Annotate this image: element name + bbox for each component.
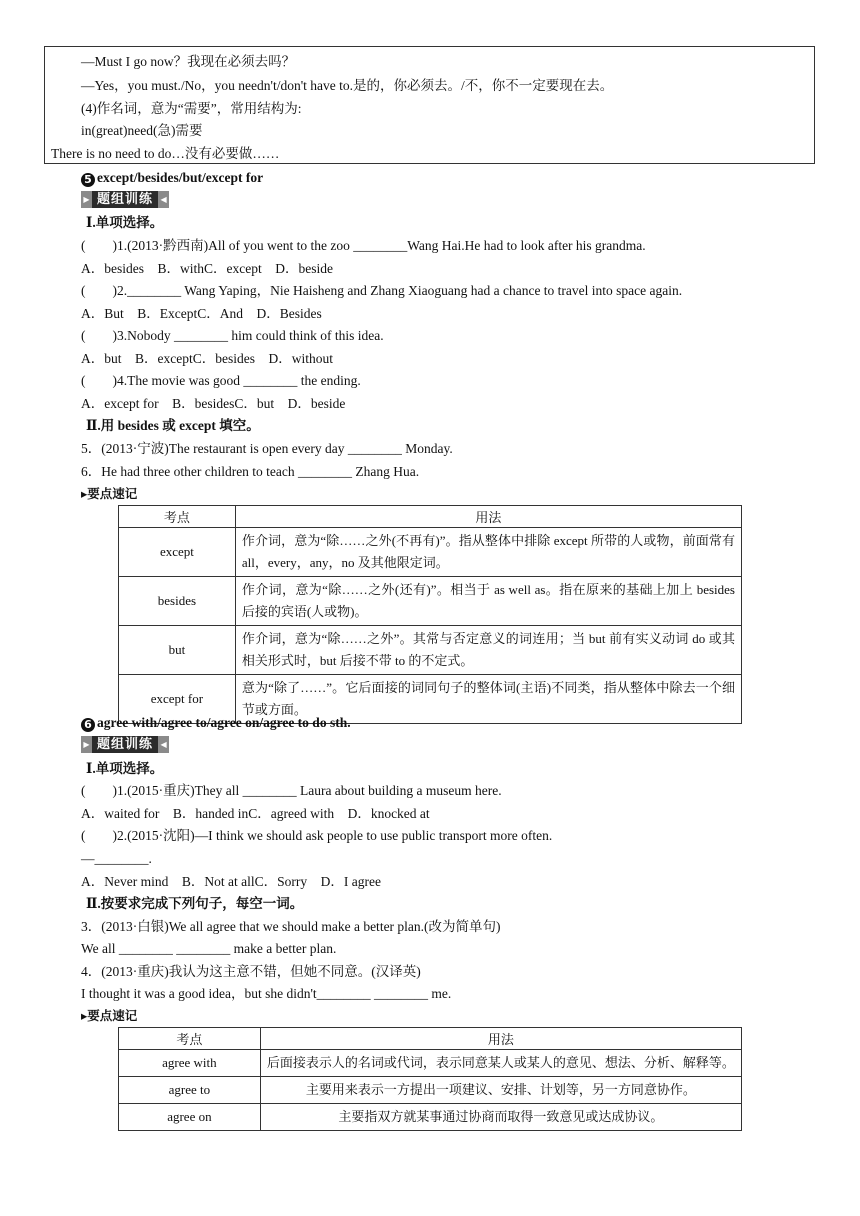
s5-q1-stem: ( )1.(2013·黔西南)All of you went to the zoo ________Wang Hai.He had to look after his grandma. [81,238,646,253]
section-6-number: 6 [81,718,95,732]
usage-cell: 意为“除了……”。它后面接的词同句子的整体词(主语)不同类，指从整体中除去一个细节或方面。 [235,675,741,724]
s6-q2-stem: ( )2.(2015·沈阳)—I think we should ask people to use public transport more often. [81,828,553,843]
play-left-icon: ◀ [158,736,169,753]
note-line-2: —Yes，you must./No，you needn't/don't have to.是的，你必须去。/不，你不一定要现在去。 [81,78,614,93]
s5-q1-options: A．besides B．withC．except D．beside [81,261,333,276]
s5-q5: 5．(2013·宁波)The restaurant is open every day ________ Monday. [81,441,453,456]
table-row [119,577,742,626]
point-cell: agree with [119,1050,261,1077]
section-6-usage-table [118,1027,742,1131]
header-usage: 用法 [235,506,741,528]
point-cell: besides [119,577,236,626]
section-5-title: except/besides/but/except for [97,170,264,185]
usage-cell: 作介词，意为“除……之外(不再有)”。指从整体中排除 except 所带的人或物，前面常有 all，every，any，no 及其他限定词。 [235,528,741,577]
header-usage: 用法 [260,1028,741,1050]
point-cell: but [119,626,236,675]
s5-q4-stem: ( )4.The movie was good ________ the ending. [81,373,361,388]
usage-cell: 作介词，意为“除……之外”。其常与否定意义的词连用；当 but 前有实义动词 do 或其相关形式时，but 后接不带 to 的不定式。 [235,626,741,675]
header-point: 考点 [119,506,236,528]
note-line-4: in(great)need(急)需要 [81,123,203,138]
table-row [119,1104,742,1131]
usage-cell: 后面接表示人的名词或代词，表示同意某人或某人的意见、想法、分析、解释等。 [260,1050,741,1077]
s6-q4-answer: I thought it was a good idea，but she didn't________ ________ me. [81,986,452,1001]
section-6-heading [81,713,351,733]
note-line-3: (4)作名词，意为“需要”，常用结构为: [81,101,302,116]
section-5-memo-label: ▸要点速记 [81,486,138,501]
s5-q3-stem: ( )3.Nobody ________ him could think of this idea. [81,328,384,343]
table-header-row [119,1028,742,1050]
section-6-part2-heading: Ⅱ.按要求完成下列句子，每空一词。 [86,896,304,911]
section-5-usage-table [118,505,742,724]
section-6-memo-label: ▸要点速记 [81,1008,138,1023]
point-cell: agree on [119,1104,261,1131]
s5-q2-options: A．But B．ExceptC．And D．Besides [81,306,322,321]
play-right-icon: ▶ [81,736,92,753]
header-point: 考点 [119,1028,261,1050]
table-row [119,1050,742,1077]
note-line-5: There is no need to do…没有必要做…… [51,146,280,161]
table-row [119,528,742,577]
s6-q2-options: A．Never mind B．Not at allC．Sorry D．I agree [81,874,381,889]
section-5-number: 5 [81,173,95,187]
s6-q3-answer: We all ________ ________ make a better plan. [81,941,337,956]
s5-q6: 6．He had three other children to teach ________ Zhang Hua. [81,464,420,479]
s6-q1-stem: ( )1.(2015·重庆)They all ________ Laura about building a museum here. [81,783,502,798]
table-row [119,626,742,675]
s5-q3-options: A．but B．exceptC．besides D．without [81,351,333,366]
section-5-heading [81,168,263,188]
s5-q2-stem: ( )2.________ Wang Yaping，Nie Haisheng and Zhang Xiaoguang had a chance to travel into space again. [81,283,683,298]
usage-cell: 主要指双方就某事通过协商而取得一致意见或达成协议。 [260,1104,741,1131]
drill-label: 题组训练 [92,191,158,208]
section-5-drill-badge [81,191,169,208]
s6-q1-options: A．waited for B．handed inC．agreed with D．knocked at [81,806,430,821]
drill-label: 题组训练 [92,736,158,753]
section-6-title: agree with/agree to/agree on/agree to do sth. [97,715,351,730]
point-cell: except [119,528,236,577]
s6-q4-stem: 4．(2013·重庆)我认为这主意不错，但她不同意。(汉译英) [81,964,421,979]
play-left-icon: ◀ [158,191,169,208]
point-cell: except for [119,675,236,724]
table-row [119,1077,742,1104]
usage-cell: 作介词，意为“除……之外(还有)”。相当于 as well as。指在原来的基础上加上 besides 后接的宾语(人或物)。 [235,577,741,626]
section-5-part2-heading: Ⅱ.用 besides 或 except 填空。 [86,418,260,433]
section-6-part1-heading: Ⅰ.单项选择。 [86,761,164,776]
table-header-row [119,506,742,528]
section-5-part1-heading: Ⅰ.单项选择。 [86,215,164,230]
s6-q2-answer-line: —________. [81,851,152,866]
point-cell: agree to [119,1077,261,1104]
s6-q3-stem: 3．(2013·白银)We all agree that we should make a better plan.(改为简单句) [81,919,501,934]
play-right-icon: ▶ [81,191,92,208]
section-6-drill-badge [81,736,169,753]
usage-cell: 主要用来表示一方提出一项建议、安排、计划等，另一方同意协作。 [260,1077,741,1104]
s5-q4-options: A．except for B．besidesC．but D．beside [81,396,346,411]
note-line-1: —Must I go now？我现在必须去吗？ [81,54,296,69]
